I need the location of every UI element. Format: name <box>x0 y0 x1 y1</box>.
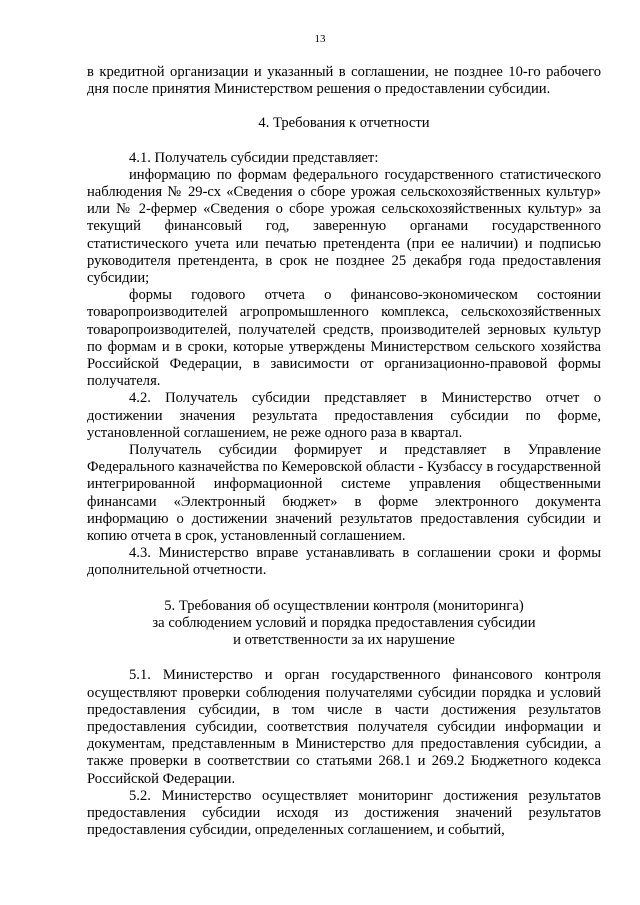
paragraph-4-3: 4.3. Министерство вправе устанавливать в соглашении сроки и формы дополнительной отчетности. <box>87 545 601 579</box>
paragraph-4-1: 4.1. Получатель субсидии представляет: <box>129 149 379 166</box>
document-body <box>87 64 601 839</box>
paragraph-4-1-annual-report: формы годового отчета о финансово-экономическом состоянии товаропроизводителей агропромышленного комплекса, сельскохозяйственных товаропроизводителей, получателей средств, производителей зерновых культур по формам и в сроки, которые утверждены Министерством сельского хозяйства Российской Федерации, в зависимости от организационно-правовой формы получателя. <box>87 287 601 390</box>
section-5-heading-line-3: и ответственности за их нарушение <box>233 632 455 649</box>
page-number: 13 <box>314 33 326 45</box>
paragraph-4-1-statistics: информацию по формам федерального государственного статистического наблюдения № 29-сх «Сведения о сборе урожая сельскохозяйственных культур» или № 2-фермер «Сведения о сборе урожая сельскохозяйственных культур» за текущий финансовый год, заверенную органами государственного статистического учета или печатью претендента (при ее наличии) и подписью руководителя претендента, в срок не позднее 25 декабря года предоставления субсидии; <box>87 166 601 287</box>
section-5-heading-line-2: за соблюдением условий и порядка предоставления субсидии <box>152 614 536 631</box>
paragraph-4-2-electronic-budget: Получатель субсидии формирует и представляет в Управление Федерального казначейства по Кемеровской области - Кузбассу в государственной интегрированной информационной системе управления общественными финансами «Электронный бюджет» в форме электронного документа информацию о достижении значений результатов предоставления субсидии и копию отчета в срок, установленный соглашением. <box>87 442 601 545</box>
section-4-heading: 4. Требования к отчетности <box>258 115 430 132</box>
paragraph-5-1: 5.1. Министерство и орган государственного финансового контроля осуществляют проверки соблюдения получателями субсидии порядка и условий предоставления субсидии, в том числе в части достижения результатов предоставления субсидии, соответствия получателя субсидии информации и документам, представленным в Министерство для предоставления субсидии, а также проверки в соответствии со статьями 268.1 и 269.2 Бюджетного кодекса Российской Федерации. <box>87 667 601 787</box>
paragraph-continuation: в кредитной организации и указанный в соглашении, не позднее 10-го рабочего дня после принятия Министерством решения о предоставлении субсидии. <box>87 64 601 98</box>
paragraph-4-2: 4.2. Получатель субсидии представляет в Министерство отчет о достижении значения результата предоставления субсидии по форме, установленной соглашением, не реже одного раза в квартал. <box>87 390 601 441</box>
paragraph-5-2: 5.2. Министерство осуществляет мониторинг достижения результатов предоставления субсидии исходя из достижения значений результатов предоставления субсидии, определенных соглашением, и событий, <box>87 787 601 839</box>
section-5-heading <box>87 598 601 650</box>
section-5-heading-line-1: 5. Требования об осуществлении контроля (мониторинга) <box>164 597 524 614</box>
